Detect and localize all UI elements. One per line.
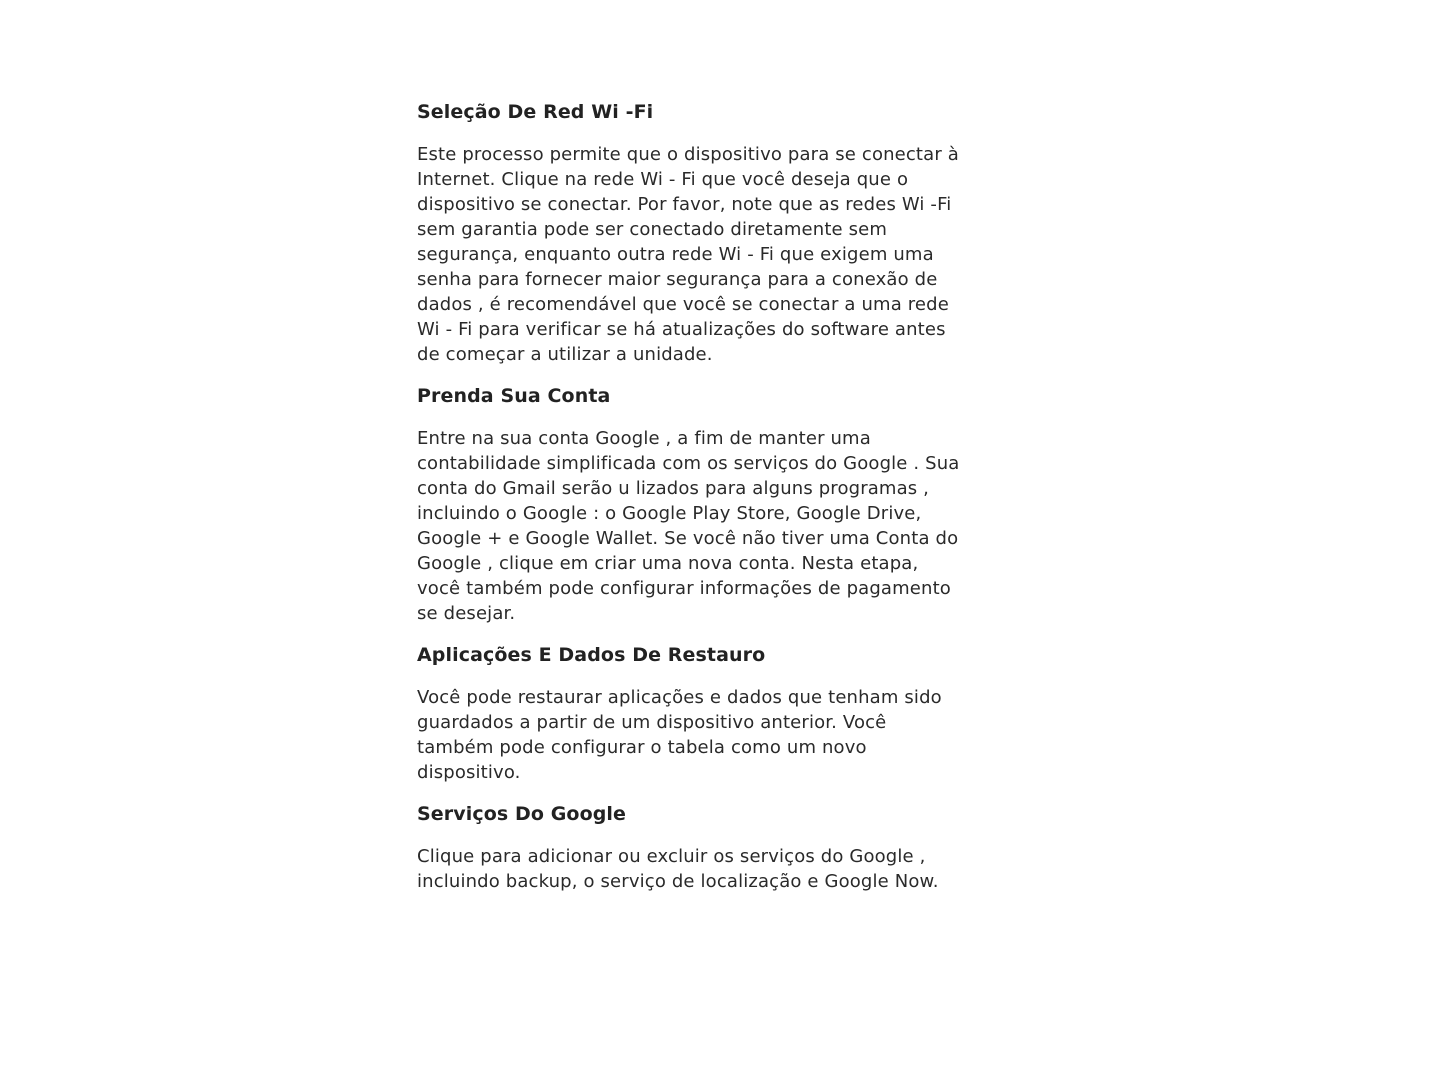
- paragraph-line: se desejar.: [417, 603, 516, 624]
- section-paragraph: [417, 426, 1017, 626]
- document-page: [417, 100, 1017, 894]
- paragraph-line: Wi - Fi para verificar se há atualizações do software antes: [417, 319, 946, 340]
- paragraph-line: dados , é recomendável que você se conectar a uma rede: [417, 294, 949, 315]
- paragraph-line: segurança, enquanto outra rede Wi - Fi que exigem uma: [417, 244, 934, 265]
- section-paragraph: [417, 844, 1017, 894]
- paragraph-line: Internet. Clique na rede Wi - Fi que você deseja que o: [417, 169, 909, 190]
- paragraph-line: incluindo o Google : o Google Play Store, Google Drive,: [417, 503, 922, 524]
- section-heading: Aplicações E Dados De Restauro: [417, 644, 766, 666]
- paragraph-line: Você pode restaurar aplicações e dados que tenham sido: [417, 687, 942, 708]
- paragraph-line: sem garantia pode ser conectado diretamente sem: [417, 219, 888, 240]
- section-heading: Prenda Sua Conta: [417, 385, 611, 407]
- paragraph-line: Entre na sua conta Google , a fim de manter uma: [417, 428, 871, 449]
- section-google-services: [417, 802, 1017, 894]
- paragraph-line: Google + e Google Wallet. Se você não tiver uma Conta do: [417, 528, 959, 549]
- paragraph-line: conta do Gmail serão u lizados para alguns programas ,: [417, 478, 930, 499]
- paragraph-line: Este processo permite que o dispositivo para se conectar à: [417, 144, 959, 165]
- paragraph-line: guardados a partir de um dispositivo anterior. Você: [417, 712, 887, 733]
- paragraph-line: dispositivo.: [417, 762, 521, 783]
- paragraph-line: contabilidade simplificada com os serviços do Google . Sua: [417, 453, 960, 474]
- paragraph-line: incluindo backup, o serviço de localização e Google Now.: [417, 871, 939, 892]
- section-wifi-selection: [417, 100, 1017, 367]
- paragraph-line: Clique para adicionar ou excluir os serviços do Google ,: [417, 846, 926, 867]
- section-heading: Serviços Do Google: [417, 803, 627, 825]
- paragraph-line: Google , clique em criar uma nova conta. Nesta etapa,: [417, 553, 919, 574]
- paragraph-line: também pode configurar o tabela como um novo: [417, 737, 867, 758]
- section-paragraph: [417, 685, 1017, 785]
- paragraph-line: senha para fornecer maior segurança para a conexão de: [417, 269, 938, 290]
- paragraph-line: você também pode configurar informações de pagamento: [417, 578, 951, 599]
- section-account: [417, 384, 1017, 626]
- paragraph-line: dispositivo se conectar. Por favor, note que as redes Wi -Fi: [417, 194, 952, 215]
- section-restore: [417, 643, 1017, 785]
- section-heading: Seleção De Red Wi -Fi: [417, 101, 654, 123]
- section-paragraph: [417, 142, 1017, 367]
- paragraph-line: de começar a utilizar a unidade.: [417, 344, 713, 365]
